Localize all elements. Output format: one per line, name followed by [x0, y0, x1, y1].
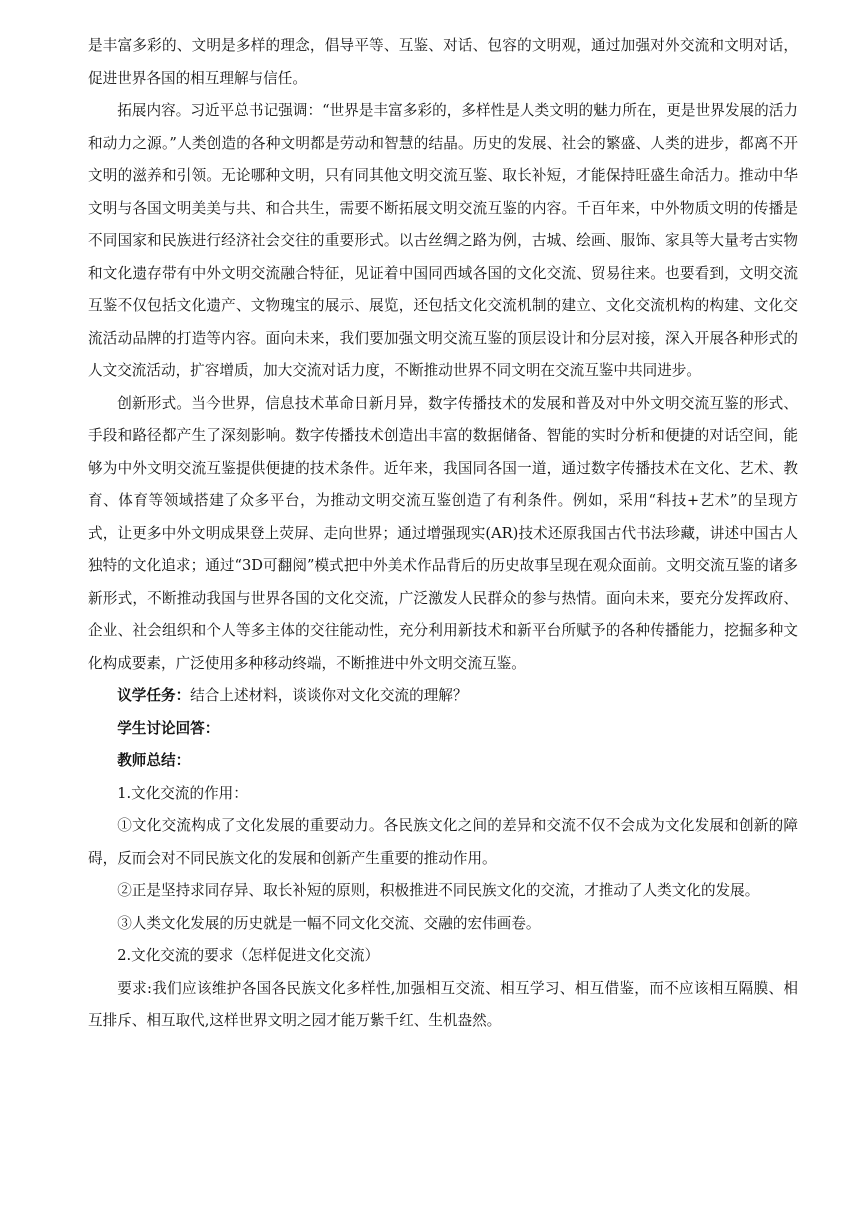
- summary-label: 教师总结：: [117, 752, 191, 769]
- section1-item: ②正是坚持求同存异、取长补短的原则，积极推进不同民族文化的交流，才推动了人类文化的发展。: [117, 882, 760, 899]
- section1-heading: 1.文化交流的作用：: [117, 784, 248, 802]
- discussion-label: 学生讨论回答：: [117, 719, 220, 737]
- task-line: [88, 680, 798, 713]
- section1-item: ③人类文化发展的历史就是一幅不同文化交流、交融的宏伟画卷。: [117, 914, 541, 932]
- task-text: 结合上述材料，谈谈你对文化交流的理解？: [190, 687, 468, 704]
- paragraph-continuation: 是丰富多彩的、文明是多样的理念，倡导平等、互鉴、对话、包容的文明观，通过加强对外交流和文明对话，促进世界各国的相互理解与信任。: [88, 37, 798, 87]
- paragraph-expand-content: 拓展内容。习近平总书记强调：“世界是丰富多彩的，多样性是人类文明的魅力所在，更是世界发展的活力和动力之源。”人类创造的各种文明都是劳动和智慧的结晶。历史的发展、社会的繁盛、人类的进步，都离不开文明的滋养和引领。无论哪种文明，只有同其他文明交流互鉴、取长补短，才能保持旺盛生命活力。推动中华文明与各国文明美美与共、和合共生，需要不断拓展文明交流互鉴的内容。千百年来，中外物质文明的传播是不同国家和民族进行经济社会交往的重要形式。以古丝绸之路为例，古城、绘画、服饰、家具等大量考古实物和文化遗存带有中外文明交流融合特征，见证着中国同西域各国的文化交流、贸易往来。也要看到，文明交流互鉴不仅包括文化遗产、文物瑰宝的展示、展览，还包括文化交流机制的建立、文化交流机构的构建、文化交流活动品牌的打造等内容。面向未来，我们要加强文明交流互鉴的顶层设计和分层对接，深入开展各种形式的人文交流活动，扩容增质，加大交流对话力度，不断推动世界不同文明在交流互鉴中共同进步。: [88, 102, 798, 379]
- paragraph-innovate-form: 创新形式。当今世界，信息技术革命日新月异，数字传播技术的发展和普及对中外文明交流互鉴的形式、手段和路径都产生了深刻影响。数字传播技术创造出丰富的数据储备、智能的实时分析和便捷的对话空间，能够为中外文明交流互鉴提供便捷的技术条件。近年来，我国同各国一道，通过数字传播技术在文化、艺术、教育、体育等领域搭建了众多平台，为推动文明交流互鉴创造了有利条件。例如，采用“科技+艺术”的呈现方式，让更多中外文明成果登上荧屏、走向世界；通过增强现实(AR)技术还原我国古代书法珍藏，讲述中国古人独特的文化追求；通过“3D可翻阅”模式把中外美术作品背后的历史故事呈现在观众面前。文明交流互鉴的诸多新形式，不断推动我国与世界各国的文化交流，广泛激发人民群众的参与热情。面向未来，要充分发挥政府、企业、社会组织和个人等多主体的交往能动性，充分利用新技术和新平台所赋予的各种传播能力，挖掘多种文化构成要素，广泛使用多种移动终端，不断推进中外文明交流互鉴。: [88, 394, 798, 672]
- task-label: 议学任务：: [117, 687, 191, 704]
- section2-heading: 2.文化交流的要求（怎样促进文化交流）: [117, 947, 380, 964]
- section1-item: ①文化交流构成了文化发展的重要动力。各民族文化之间的差异和交流不仅不会成为文化发展和创新的障碍，反而会对不同民族文化的发展和创新产生重要的推动作用。: [88, 817, 798, 867]
- section2-text: 要求:我们应该维护各国各民族文化多样性,加强相互交流、相互学习、相互借鉴，而不应该相互隔膜、相互排斥、相互取代,这样世界文明之园才能万紫千红、生机盎然。: [88, 979, 798, 1029]
